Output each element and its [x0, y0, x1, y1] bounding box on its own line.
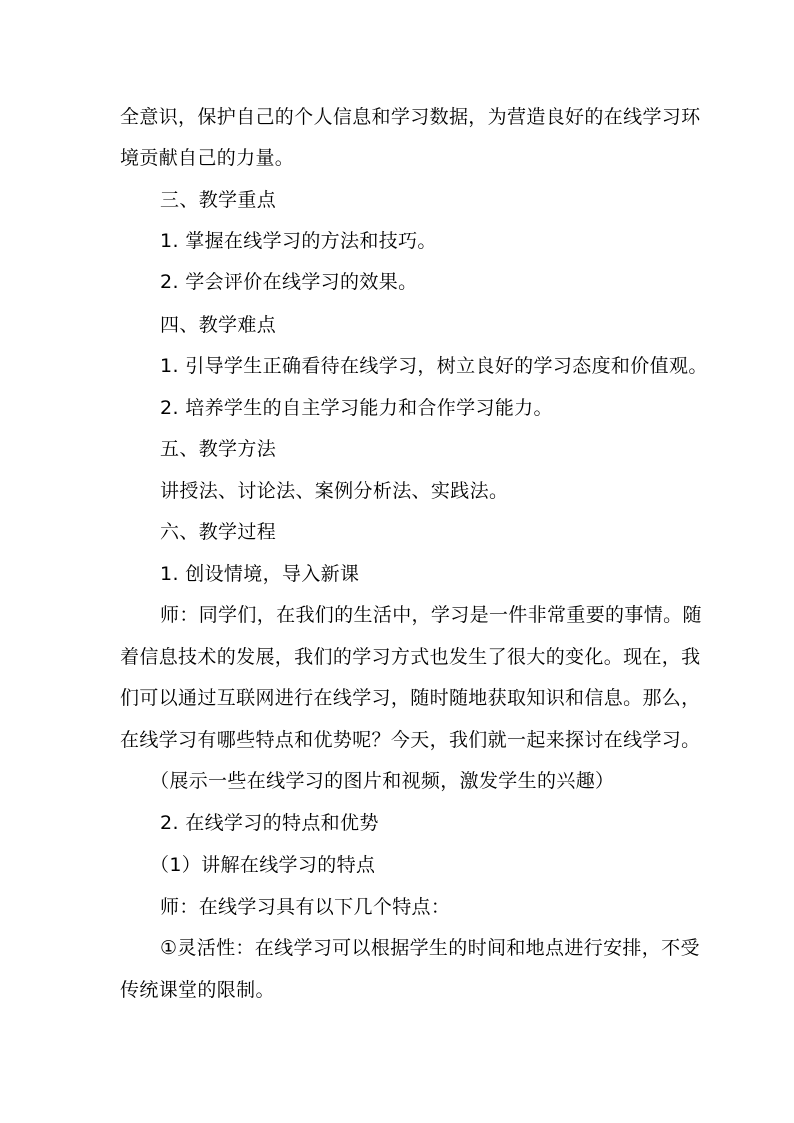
text-line: 着信息技术的发展，我们的学习方式也发生了很大的变化。现在，我	[120, 646, 701, 668]
text-line: 师：在线学习具有以下几个特点：	[160, 896, 451, 918]
section-heading: 四、教学难点	[160, 314, 277, 336]
subsection-heading: 1. 创设情境，导入新课	[160, 563, 360, 585]
text-line: 传统课堂的限制。	[120, 979, 275, 1001]
list-item: 2. 学会评价在线学习的效果。	[160, 271, 418, 293]
text-line: ①灵活性：在线学习可以根据学生的时间和地点进行安排，不受	[160, 937, 700, 959]
text-line: 在线学习有哪些特点和优势呢？今天，我们就一起来探讨在线学习。	[120, 729, 701, 751]
section-heading: 三、教学重点	[160, 189, 277, 211]
section-heading: 五、教学方法	[160, 438, 277, 460]
subsection-heading: （1）讲解在线学习的特点	[150, 854, 376, 876]
list-item: 1. 掌握在线学习的方法和技巧。	[160, 230, 437, 252]
list-item: 1. 引导学生正确看待在线学习，树立良好的学习态度和价值观。	[160, 355, 708, 377]
text-line: 境贡献自己的力量。	[120, 147, 295, 169]
text-line: 讲授法、讨论法、案例分析法、实践法。	[160, 480, 509, 502]
text-line: 们可以通过互联网进行在线学习，随时随地获取知识和信息。那么，	[120, 687, 701, 709]
text-line: 师：同学们，在我们的生活中，学习是一件非常重要的事情。随	[160, 604, 702, 626]
text-line: 全意识，保护自己的个人信息和学习数据，为营造良好的在线学习环	[120, 106, 701, 128]
text-line: （展示一些在线学习的图片和视频，激发学生的兴趣）	[150, 770, 615, 792]
subsection-heading: 2. 在线学习的特点和优势	[160, 812, 379, 834]
list-item: 2. 培养学生的自主学习能力和合作学习能力。	[160, 397, 553, 419]
section-heading: 六、教学过程	[160, 521, 277, 543]
